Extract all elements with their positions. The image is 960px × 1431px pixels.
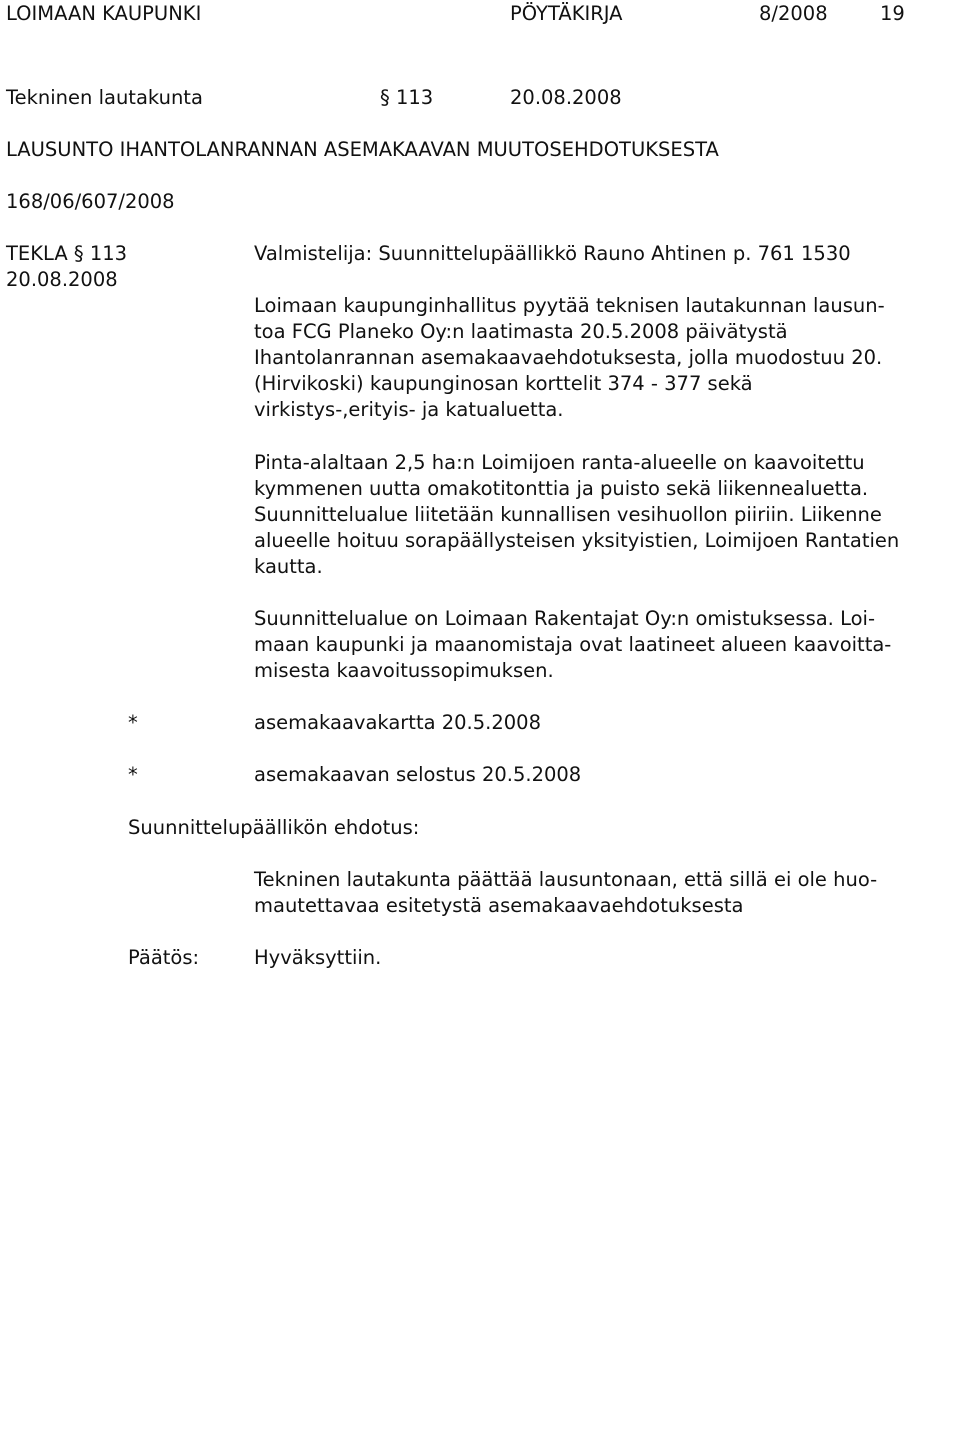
reference-number: 168/06/607/2008 [6, 190, 175, 213]
decision-label: Päätös: [128, 946, 200, 969]
meeting-section: § 113 [380, 86, 434, 109]
header-doc-number: 8/2008 [759, 2, 828, 25]
item-date: 20.08.2008 [6, 268, 118, 291]
attachment-item: asemakaavakartta 20.5.2008 [254, 711, 541, 734]
attachment-bullet: * [128, 763, 138, 786]
paragraph-request [254, 293, 959, 423]
attachment-item: asemakaavan selostus 20.5.2008 [254, 763, 582, 786]
proposal-line: Tekninen lautakunta päättää lausuntonaan, että sillä ei ole huo- [254, 868, 878, 891]
header-doc-type: PÖYTÄKIRJA [510, 2, 623, 25]
paragraph-line: kautta. [254, 555, 323, 578]
paragraph-line: misesta kaavoitussopimuksen. [254, 659, 554, 682]
paragraph-line: Ihantolanrannan asemakaavaehdotuksesta, jolla muodostuu 20. [254, 346, 883, 369]
paragraph-area-description [254, 450, 959, 580]
paragraph-line: kymmenen uutta omakotitonttia ja puisto sekä liikennealuetta. [254, 477, 869, 500]
paragraph-line: Suunnittelualue liitetään kunnallisen vesihuollon piiriin. Liikenne [254, 503, 882, 526]
item-label: TEKLA § 113 [6, 242, 128, 265]
paragraph-line: Suunnittelualue on Loimaan Rakentajat Oy:n omistuksessa. Loi- [254, 607, 875, 630]
header-organization: LOIMAAN KAUPUNKI [6, 2, 202, 25]
decision-text: Hyväksyttiin. [254, 946, 382, 969]
proposal-line: mautettavaa esitetystä asemakaavaehdotuksesta [254, 894, 744, 917]
paragraph-line: virkistys-,erityis- ja katualuetta. [254, 398, 564, 421]
paragraph-line: maan kaupunki ja maanomistaja ovat laatineet alueen kaavoitta- [254, 633, 892, 656]
paragraph-line: alueelle hoituu sorapäällysteisen yksityistien, Loimijoen Rantatien [254, 529, 900, 552]
preparer-line: Valmistelija: Suunnittelupäällikkö Rauno Ahtinen p. 761 1530 [254, 242, 851, 265]
attachment-bullet: * [128, 711, 138, 734]
header-page-number: 19 [880, 2, 905, 25]
meeting-date: 20.08.2008 [510, 86, 622, 109]
paragraph-line: Pinta-alaltaan 2,5 ha:n Loimijoen ranta-alueelle on kaavoitettu [254, 451, 865, 474]
proposal-text [254, 867, 877, 919]
paragraph-ownership [254, 606, 959, 684]
document-title: LAUSUNTO IHANTOLANRANNAN ASEMAKAAVAN MUUTOSEHDOTUKSESTA [6, 138, 719, 161]
paragraph-line: (Hirvikoski) kaupunginosan korttelit 374 - 377 sekä [254, 372, 753, 395]
paragraph-line: Loimaan kaupunginhallitus pyytää teknisen lautakunnan lausun- [254, 294, 885, 317]
meeting-committee: Tekninen lautakunta [6, 86, 203, 109]
paragraph-line: toa FCG Planeko Oy:n laatimasta 20.5.2008 päivätystä [254, 320, 788, 343]
proposal-heading: Suunnittelupäällikön ehdotus: [128, 816, 420, 839]
